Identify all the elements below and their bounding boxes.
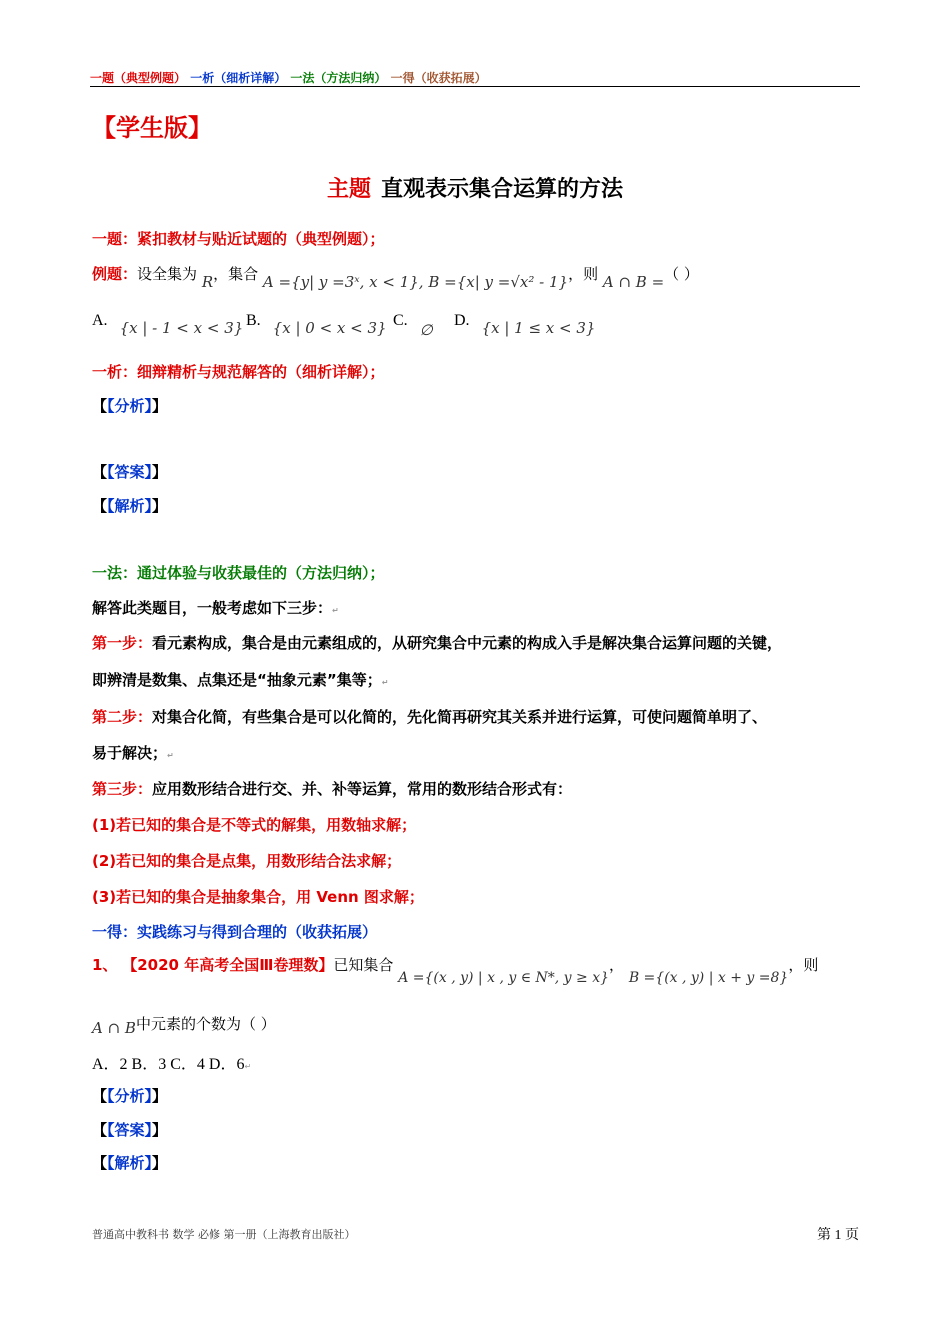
exercise-analysis-label: 【【分析】】 xyxy=(92,1087,168,1105)
exercise-number: 1、 xyxy=(92,956,118,974)
exercise-text-2: ，则 xyxy=(788,956,819,974)
step-2-text: 对集合化简，有些集合是可以化简的，先化简再研究其关系并进行运算，可使问题简单明了、 xyxy=(152,708,768,726)
example-question xyxy=(92,263,699,291)
step-1-cont: 即辨清是数集、点集还是“抽象元素”集等；↵ xyxy=(92,671,389,689)
rule-2: (2)若已知的集合是点集，用数形结合法求解； xyxy=(92,852,402,870)
exercise-answer-label: 【【答案】】 xyxy=(92,1121,168,1139)
header-rule xyxy=(90,86,860,87)
exercise-text-1: 已知集合 xyxy=(333,956,394,974)
set-b: B ={x| y =√x² - 1} xyxy=(428,273,569,291)
rule-1: (1)若已知的集合是不等式的解集，用数轴求解； xyxy=(92,816,417,834)
step-3-label: 第三步： xyxy=(92,780,153,798)
set-a: A ={y| y =3ˣ, x < 1} xyxy=(262,273,419,291)
step-3-text: 应用数形结合进行交、并、补等运算，常用的数形结合形式有： xyxy=(152,780,573,798)
option-b-letter: B. xyxy=(246,312,261,329)
footer-book-title: 普通高中教科书 数学 必修 第一册（上海教育出版社） xyxy=(92,1228,356,1241)
option-c-letter: C. xyxy=(393,312,408,329)
title-text: 直观表示集合运算的方法 xyxy=(381,177,624,202)
option-d xyxy=(454,311,596,337)
option-b xyxy=(246,311,387,337)
step-1-text: 看元素构成，集合是由元素组成的，从研究集合中元素的构成入手是解决集合运算问题的关键， xyxy=(152,634,783,652)
option-a-letter: A. xyxy=(92,312,108,329)
analysis-label: 【【分析】】 xyxy=(92,397,168,415)
example-text-3: ，则 xyxy=(568,265,599,283)
analysis-label-text: 【分析】 xyxy=(107,397,153,415)
section-heading-2: 一析：细辩精析与规范解答的（细析详解）； xyxy=(92,363,385,381)
step-2 xyxy=(92,706,767,727)
method-intro: 解答此类题目，一般考虑如下三步：↵ xyxy=(92,599,339,617)
header-part-3: 一法（方法归纳） xyxy=(290,71,387,85)
explain-label: 【【解析】】 xyxy=(92,497,168,515)
option-d-value: {x | 1 ≤ x < 3} xyxy=(481,319,596,337)
step-1 xyxy=(92,632,782,653)
answer-paren: （ ） xyxy=(664,265,699,283)
step-3 xyxy=(92,778,572,799)
example-text-1: 设全集为 xyxy=(137,265,198,283)
option-b-value: {x | 0 < x < 3} xyxy=(272,319,387,337)
title-topic: 主题 xyxy=(326,177,371,202)
option-a xyxy=(92,311,244,337)
intersection-expr: A ∩ B = xyxy=(602,273,665,291)
page-title xyxy=(0,172,950,203)
step-2-label: 第二步： xyxy=(92,708,153,726)
answer-label: 【【答案】】 xyxy=(92,463,168,481)
option-c-value: ∅ xyxy=(419,321,433,339)
step-2-cont: 易于解决；↵ xyxy=(92,744,174,762)
exercise-intersection: A ∩ B xyxy=(92,1019,136,1037)
exercise-question: 1、 【2020 年高考全国Ⅲ卷理数】已知集合 A ={(x , y) | x , y ∈ N*, y ≥ x}， B ={(x , y) | x + y =8}，则 xyxy=(92,956,819,986)
exercise-options: A．2 B．3 C．4 D．6↵ xyxy=(92,1056,252,1073)
step-1-label: 第一步： xyxy=(92,634,153,652)
universal-set: R xyxy=(201,273,214,291)
option-a-value: {x | - 1 < x < 3} xyxy=(119,319,244,337)
example-label: 例题： xyxy=(92,265,138,283)
header-part-2: 一析（细析详解） xyxy=(190,71,287,85)
header-part-1: 一题（典型例题） xyxy=(90,71,187,85)
example-text-2: ，集合 xyxy=(213,265,259,283)
rule-3: (3)若已知的集合是抽象集合，用 Venn 图求解； xyxy=(92,888,424,906)
option-c xyxy=(393,311,433,339)
version-label: 【学生版】 xyxy=(92,114,212,142)
page-number: 第 1 页 xyxy=(817,1228,859,1243)
exercise-set-b: B ={(x , y) | x + y =8} xyxy=(628,970,789,986)
answer-label-text: 【答案】 xyxy=(107,463,153,481)
exercise-line-2 xyxy=(92,1013,276,1037)
exercise-set-a: A ={(x , y) | x , y ∈ N*, y ≥ x} xyxy=(398,970,610,986)
section-heading-3: 一法：通过体验与收获最佳的（方法归纳）； xyxy=(92,564,385,582)
exercise-line-2-text: 中元素的个数为（ ） xyxy=(135,1015,276,1033)
explain-label-text: 【解析】 xyxy=(107,497,153,515)
option-d-letter: D. xyxy=(454,312,470,329)
set-sep: , xyxy=(418,273,424,291)
exercise-explain-label: 【【解析】】 xyxy=(92,1154,168,1172)
exercise-source: 2020 年高考全国Ⅲ卷理数 xyxy=(137,956,319,974)
header-part-4: 一得（收获拓展） xyxy=(390,71,487,85)
section-heading-1: 一题：紧扣教材与贴近试题的（典型例题）； xyxy=(92,230,385,248)
running-header xyxy=(90,69,487,86)
section-heading-4: 一得：实践练习与得到合理的（收获拓展） xyxy=(92,923,378,941)
